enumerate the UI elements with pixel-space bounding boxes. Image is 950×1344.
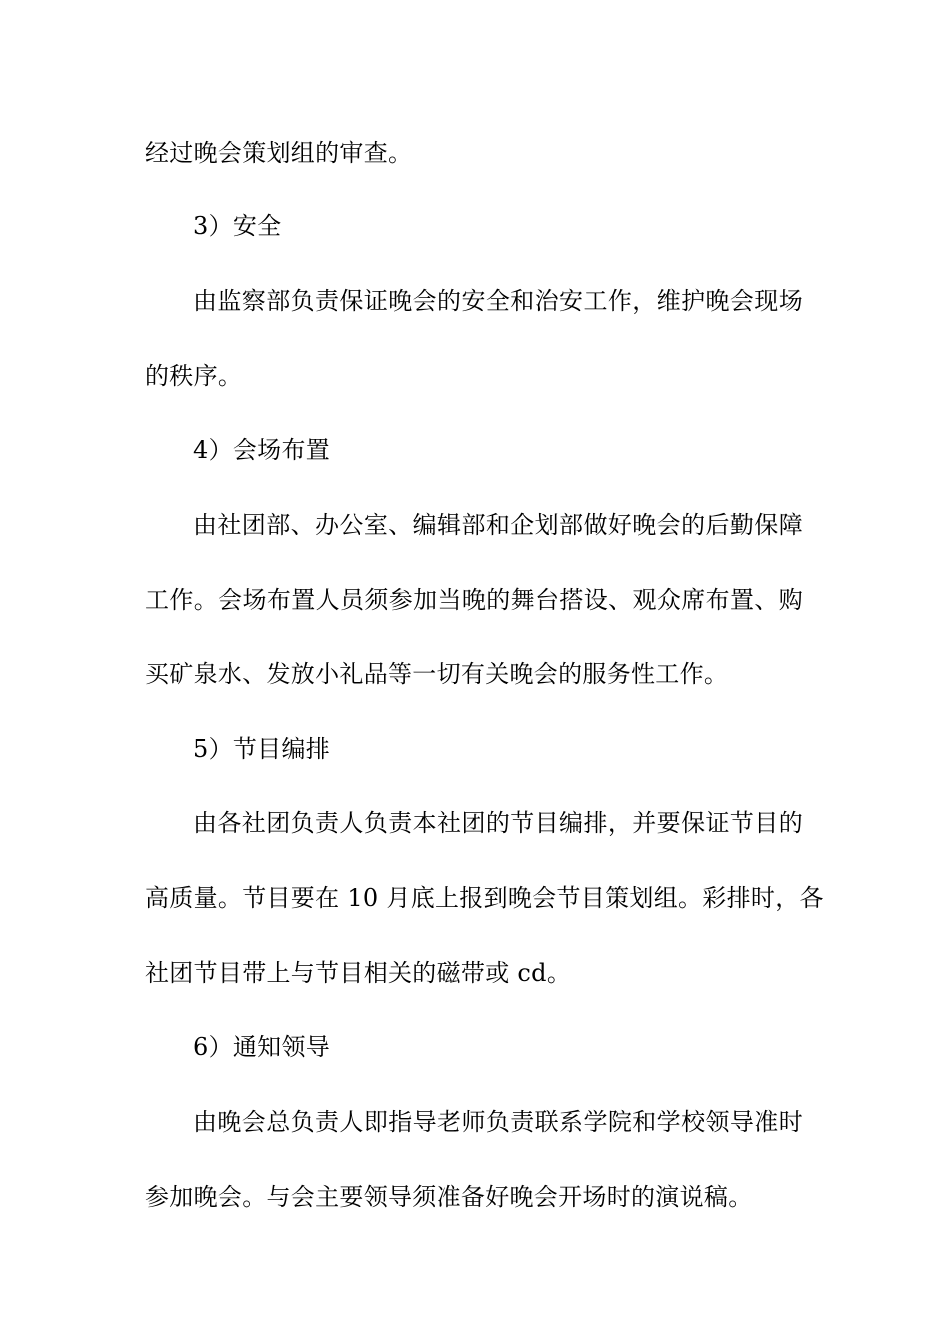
paragraph-line: 社团节目带上与节目相关的磁带或 cd。 <box>145 959 572 987</box>
paragraph-line: 由社团部、办公室、编辑部和企划部做好晚会的后勤保障 <box>193 511 803 539</box>
paragraph-line: 由各社团负责人负责本社团的节目编排，并要保证节目的 <box>193 809 803 837</box>
paragraph-line: 高质量。节目要在 10 月底上报到晚会节目策划组。彩排时，各 <box>145 884 824 912</box>
paragraph-line: 买矿泉水、发放小礼品等一切有关晚会的服务性工作。 <box>145 660 729 688</box>
section-heading-security: 3）安全 <box>193 212 282 240</box>
paragraph-line: 由监察部负责保证晚会的安全和治安工作，维护晚会现场 <box>193 287 803 315</box>
paragraph-line: 的秩序。 <box>145 362 243 390</box>
section-heading-program-arrangement: 5）节目编排 <box>193 735 331 763</box>
paragraph-line: 参加晚会。与会主要领导须准备好晚会开场时的演说稿。 <box>145 1183 753 1211</box>
paragraph-line: 经过晚会策划组的审查。 <box>145 139 413 167</box>
paragraph-line: 工作。会场布置人员须参加当晚的舞台搭设、观众席布置、购 <box>145 586 803 614</box>
section-heading-notify-leaders: 6）通知领导 <box>193 1033 331 1061</box>
paragraph-line: 由晚会总负责人即指导老师负责联系学院和学校领导准时 <box>193 1108 803 1136</box>
section-heading-venue-setup: 4）会场布置 <box>193 436 331 464</box>
